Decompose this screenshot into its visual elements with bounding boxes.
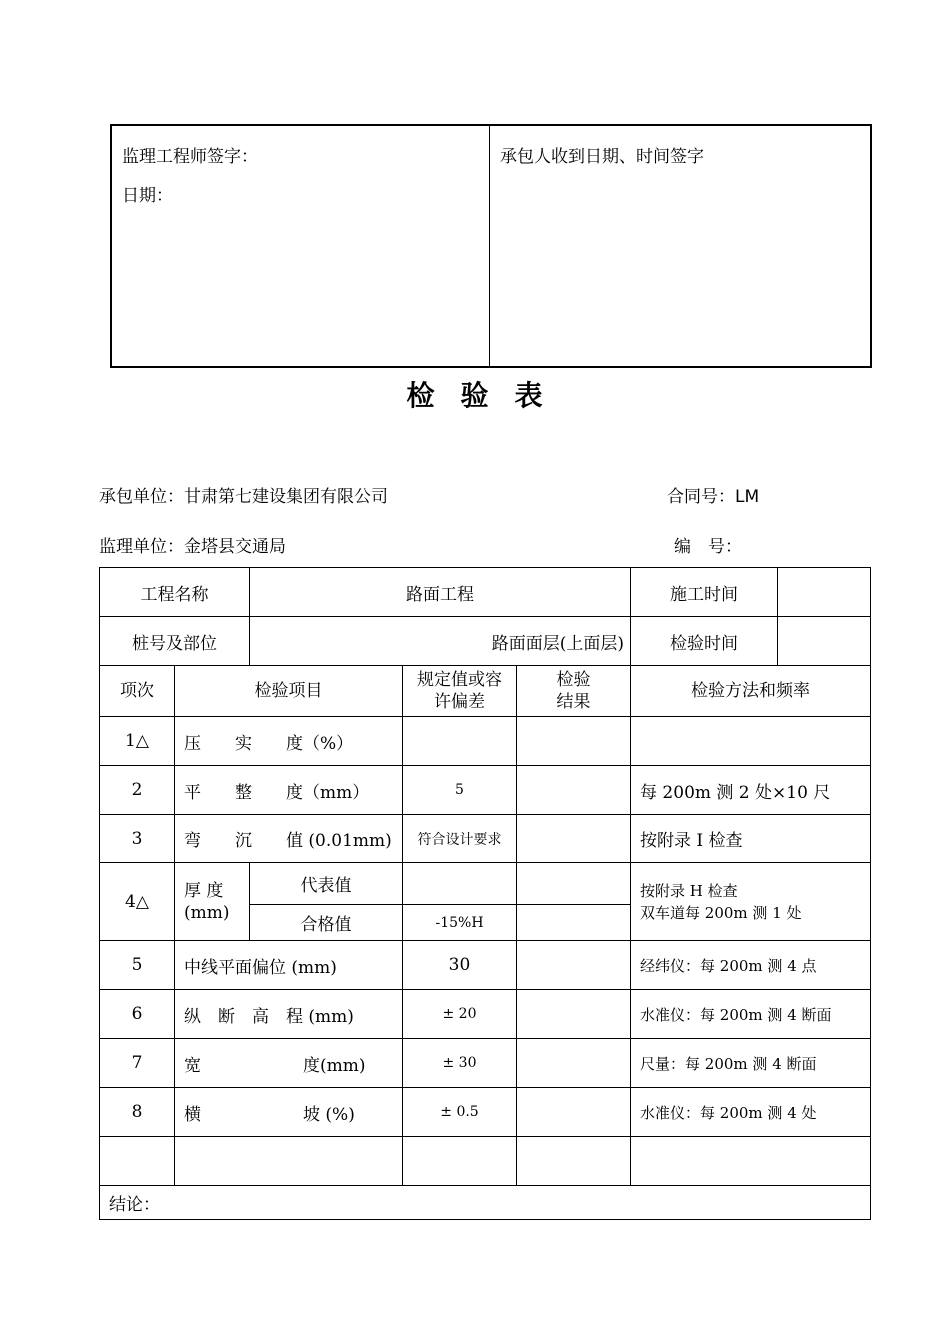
thickness-sub2-label: 合格值 (250, 905, 403, 941)
row-spec: ± 30 (403, 1039, 517, 1088)
inspect-time-label: 检验时间 (631, 617, 778, 665)
row-result (517, 717, 631, 766)
contractor-sign-cell (490, 126, 870, 366)
build-time-label: 施工时间 (631, 568, 778, 616)
row-no: 8 (100, 1088, 175, 1137)
row-method: 每 200m 测 2 处×10 尺 (631, 766, 871, 815)
row-method: 按附录 I 检查 (631, 815, 871, 863)
thickness-no: 4△ (100, 863, 175, 941)
supervisor-label: 监理单位： (99, 537, 184, 557)
table-row (100, 617, 871, 666)
engineer-sign-cell (112, 126, 490, 366)
serial-no-line (674, 532, 742, 557)
contractor-label: 承包单位： (99, 487, 184, 507)
row-no: 7 (100, 1039, 175, 1088)
col-method-header: 检验方法和频率 (631, 666, 871, 717)
row-item: 弯 沉 值 (0.01mm) (175, 815, 403, 863)
conclusion-row (100, 1186, 871, 1220)
contractor-line (99, 482, 388, 507)
row-method: 水准仪：每 200m 测 4 处 (631, 1088, 871, 1137)
row-result (517, 1088, 631, 1137)
row-method: 尺量：每 200m 测 4 断面 (631, 1039, 871, 1088)
row-result (517, 1039, 631, 1088)
table-row-empty (100, 1137, 871, 1186)
page-title: 检验表 (406, 379, 569, 412)
row-spec: ± 0.5 (403, 1088, 517, 1137)
row-spec: 符合设计要求 (403, 815, 517, 863)
contractor-sign-label: 承包人收到日期、时间签字 (500, 147, 704, 167)
row-result (517, 990, 631, 1039)
contract-no-value: LM (735, 487, 760, 507)
contract-no-line (667, 482, 759, 507)
row-item: 压 实 度（%） (175, 717, 403, 766)
table-row (100, 1039, 871, 1088)
row-result (517, 815, 631, 863)
row-spec (403, 717, 517, 766)
row-method: 水准仪：每 200m 测 4 断面 (631, 990, 871, 1039)
station-value: 路面面层(上面层) (250, 617, 631, 666)
table-row (100, 717, 871, 766)
row-result (517, 766, 631, 815)
row-no: 6 (100, 990, 175, 1039)
row-item: 纵 断 高 程 (mm) (175, 990, 403, 1039)
thickness-sub1-result (517, 863, 631, 905)
row-method: 经纬仪：每 200m 测 4 点 (631, 941, 871, 990)
row-item: 横 坡 (%) (175, 1088, 403, 1137)
column-header-row (100, 666, 871, 717)
table-row (100, 1088, 871, 1137)
table-row (100, 990, 871, 1039)
contract-no-label: 合同号： (667, 487, 735, 507)
contractor-value: 甘肃第七建设集团有限公司 (184, 487, 388, 507)
row-method (631, 717, 871, 766)
station-label: 桩号及部位 (100, 617, 250, 666)
row-no: 3 (100, 815, 175, 863)
table-row (100, 815, 871, 863)
thickness-sub2-spec: -15%H (403, 905, 517, 941)
row-no: 5 (100, 941, 175, 990)
thickness-method: 按附录 H 检查 双车道每 200m 测 1 处 (631, 863, 871, 941)
signature-box (110, 124, 872, 368)
engineer-sign-label: 监理工程师签字： (122, 147, 258, 167)
row-spec: 5 (403, 766, 517, 815)
project-value: 路面工程 (250, 568, 631, 617)
col-result-header: 检验 结果 (517, 666, 631, 717)
col-item-header: 检验项目 (175, 666, 403, 717)
conclusion-label: 结论： (100, 1186, 871, 1220)
table-row (100, 568, 871, 617)
row-result (517, 941, 631, 990)
date-label: 日期： (122, 186, 173, 206)
inspection-table (99, 567, 871, 1220)
serial-no-label: 编 号： (674, 537, 742, 557)
build-time-value (778, 568, 870, 616)
thickness-item: 厚 度 (mm) (175, 863, 250, 941)
row-no: 1△ (100, 717, 175, 766)
project-label: 工程名称 (100, 568, 250, 617)
table-row (100, 766, 871, 815)
col-spec-header: 规定值或容 许偏差 (403, 666, 517, 717)
thickness-sub1-spec (403, 863, 517, 905)
col-no-header: 项次 (100, 666, 175, 717)
table-row (100, 863, 871, 905)
row-spec: ± 20 (403, 990, 517, 1039)
thickness-sub1-label: 代表值 (250, 863, 403, 905)
table-row (100, 941, 871, 990)
row-item: 平 整 度（mm） (175, 766, 403, 815)
inspect-time-value (778, 617, 870, 665)
supervisor-value: 金塔县交通局 (184, 537, 286, 557)
row-item: 中线平面偏位 (mm) (175, 941, 403, 990)
row-item: 宽 度(mm) (175, 1039, 403, 1088)
supervisor-line (99, 532, 286, 557)
row-spec: 30 (403, 941, 517, 990)
row-no: 2 (100, 766, 175, 815)
thickness-sub2-result (517, 905, 631, 941)
